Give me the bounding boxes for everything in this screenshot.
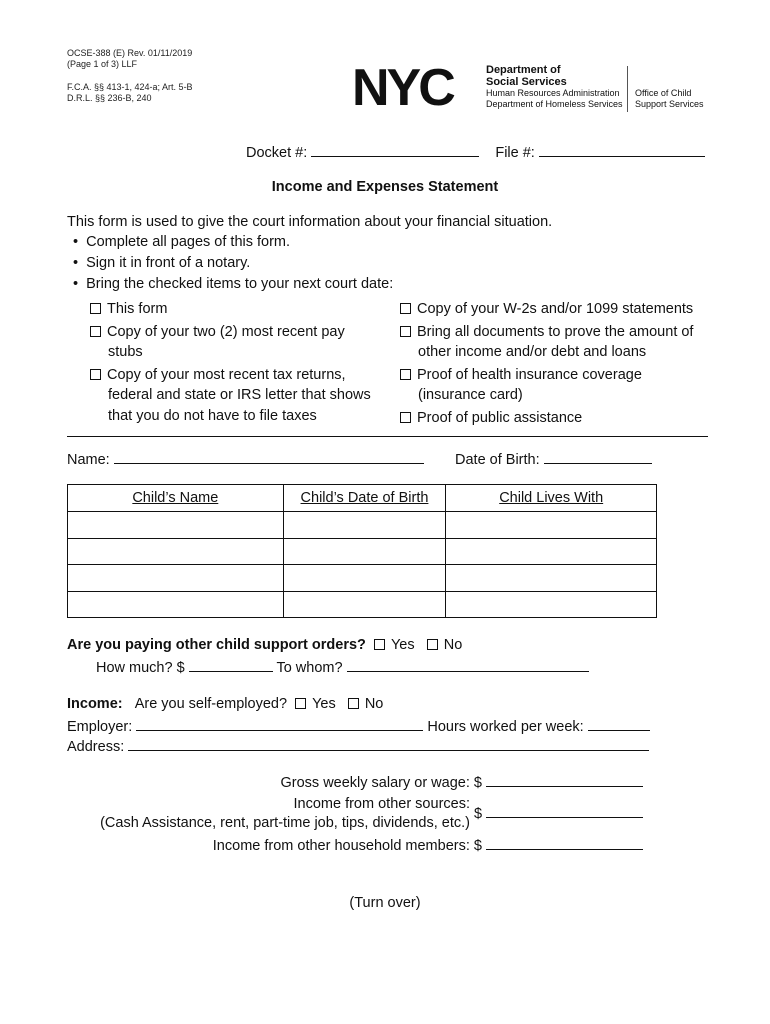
name-field[interactable] <box>114 450 424 464</box>
file-field[interactable] <box>539 143 705 157</box>
household-income-label: Income from other household members: $ <box>212 838 482 854</box>
dept-sub-1: Human Resources Administration <box>486 88 620 98</box>
checklist-item-label: federal and state or IRS letter that shows <box>108 387 371 403</box>
col-header-child-name: Child’s Name <box>68 485 284 512</box>
hours-field[interactable] <box>588 717 650 731</box>
dept-line-1: Department of <box>486 64 561 76</box>
self-employed-question: Are you self-employed? <box>134 696 288 712</box>
support-yes-label: Yes <box>390 637 415 653</box>
col-header-lives-with: Child Lives With <box>446 485 657 512</box>
docket-label: Docket #: <box>246 145 308 161</box>
checklist-item-label: (insurance card) <box>418 387 523 403</box>
table-cell[interactable] <box>446 565 657 592</box>
checklist-item-label: Proof of health insurance coverage <box>417 366 642 383</box>
other-sources-dollar: $ <box>474 806 483 822</box>
checkbox[interactable] <box>90 326 101 337</box>
dept-sub-2: Department of Homeless Services <box>486 99 623 109</box>
checkbox[interactable] <box>400 326 411 337</box>
address-field[interactable] <box>128 737 649 751</box>
dept-line-2: Social Services <box>486 76 567 88</box>
dob-row <box>455 450 652 469</box>
checklist-item-label: Copy of your W-2s and/or 1099 statements <box>417 301 694 317</box>
dss-block <box>486 64 623 110</box>
checklist-left <box>90 299 371 426</box>
page-info: (Page 1 of 3) LLF <box>67 58 138 69</box>
table-cell[interactable] <box>68 538 284 565</box>
how-much-label: How much? $ <box>96 660 185 676</box>
form-header-meta <box>67 48 193 103</box>
form-id: OCSE-388 (E) Rev. 01/11/2019 <box>67 48 193 58</box>
table-row <box>68 512 657 539</box>
table-cell[interactable] <box>283 565 446 592</box>
turn-over-note: (Turn over) <box>349 895 421 911</box>
name-label: Name: <box>67 452 110 468</box>
how-much-row <box>96 658 589 677</box>
income-label: Income: <box>67 696 123 712</box>
gross-wage-label: Gross weekly salary or wage: $ <box>280 775 482 791</box>
table-cell[interactable] <box>283 512 446 539</box>
checklist-item-label: that you do not have to file taxes <box>108 407 317 424</box>
address-row <box>67 737 649 756</box>
checkbox[interactable] <box>90 369 101 380</box>
other-sources-note: (Cash Assistance, rent, part-time job, tips, dividends, etc.) <box>100 815 470 831</box>
checkbox[interactable] <box>90 303 101 314</box>
other-sources-label: Income from other sources: <box>293 796 470 812</box>
checklist-item-label: Bring all documents to prove the amount of <box>417 323 694 340</box>
statute-line-1: F.C.A. §§ 413-1, 424-a; Art. 5-B <box>67 82 193 92</box>
support-yes-checkbox[interactable] <box>374 639 385 650</box>
how-much-field[interactable] <box>189 658 273 672</box>
self-employed-no-label: No <box>364 696 384 712</box>
checklist-item-label: This form <box>107 301 168 317</box>
children-table <box>67 484 657 618</box>
checkbox[interactable] <box>400 303 411 314</box>
checklist-item-label: other income and/or debt and loans <box>418 344 647 360</box>
table-cell[interactable] <box>446 512 657 539</box>
docket-row <box>246 143 705 162</box>
checkbox[interactable] <box>400 369 411 380</box>
support-no-checkbox[interactable] <box>427 639 438 650</box>
address-label: Address: <box>67 739 125 755</box>
checklist-right <box>400 299 693 428</box>
household-income-field[interactable] <box>486 836 643 850</box>
hours-label: Hours worked per week: <box>427 719 584 735</box>
office-line-2: Support Services <box>635 99 704 109</box>
agency-logo <box>352 59 706 117</box>
other-sources-field-row <box>474 804 643 823</box>
office-line-1: Office of Child <box>635 88 692 98</box>
logo-divider <box>627 66 628 112</box>
gross-wage-row <box>281 773 644 792</box>
self-employed-no-checkbox[interactable] <box>348 698 359 709</box>
employer-field[interactable] <box>136 717 423 731</box>
table-cell[interactable] <box>68 565 284 592</box>
table-cell[interactable] <box>446 591 657 618</box>
docket-field[interactable] <box>311 143 479 157</box>
intro-text: This form is used to give the court information about your financial situation. <box>67 214 553 230</box>
other-support-question: Are you paying other child support orders? <box>67 637 366 653</box>
table-header-row <box>68 485 657 512</box>
other-sources-field[interactable] <box>486 804 643 818</box>
table-row <box>68 565 657 592</box>
to-whom-label: To whom? <box>276 660 343 676</box>
income-row <box>67 695 383 713</box>
col-header-child-dob: Child’s Date of Birth <box>283 485 446 512</box>
checklist-item-label: Copy of your most recent tax returns, <box>107 366 346 383</box>
table-cell[interactable] <box>68 512 284 539</box>
to-whom-field[interactable] <box>347 658 589 672</box>
support-no-label: No <box>443 637 463 653</box>
self-employed-yes-checkbox[interactable] <box>295 698 306 709</box>
employer-row <box>67 717 650 736</box>
bullet-item: • Bring the checked items to your next court date: <box>73 276 394 292</box>
checklist-item-label: Copy of your two (2) most recent pay <box>107 323 345 340</box>
checkbox[interactable] <box>400 412 411 423</box>
statute-line-2: D.R.L. §§ 236-B, 240 <box>67 92 152 103</box>
section-divider <box>67 436 708 437</box>
self-employed-yes-label: Yes <box>312 696 336 712</box>
checklist-item-label: stubs <box>108 344 143 360</box>
bullet-item: • Sign it in front of a notary. <box>73 255 251 271</box>
name-row <box>67 450 424 469</box>
dob-label: Date of Birth: <box>455 452 540 468</box>
table-row <box>68 538 657 565</box>
table-cell[interactable] <box>283 538 446 565</box>
table-cell[interactable] <box>446 538 657 565</box>
table-cell[interactable] <box>283 591 446 618</box>
bullet-list <box>73 233 393 296</box>
file-label: File #: <box>495 145 535 161</box>
other-support-row <box>67 636 462 654</box>
ocss-block <box>635 88 704 110</box>
page-title: Income and Expenses Statement <box>271 179 499 195</box>
table-row <box>68 591 657 618</box>
employer-label: Employer: <box>67 719 133 735</box>
bullet-item: • Complete all pages of this form. <box>73 234 291 250</box>
household-income-row <box>213 836 643 855</box>
checklist-item-label: Proof of public assistance <box>417 409 583 426</box>
table-cell[interactable] <box>68 591 284 618</box>
nyc-logo: NYC <box>352 59 453 117</box>
dob-field[interactable] <box>544 450 652 464</box>
gross-wage-field[interactable] <box>486 773 643 787</box>
